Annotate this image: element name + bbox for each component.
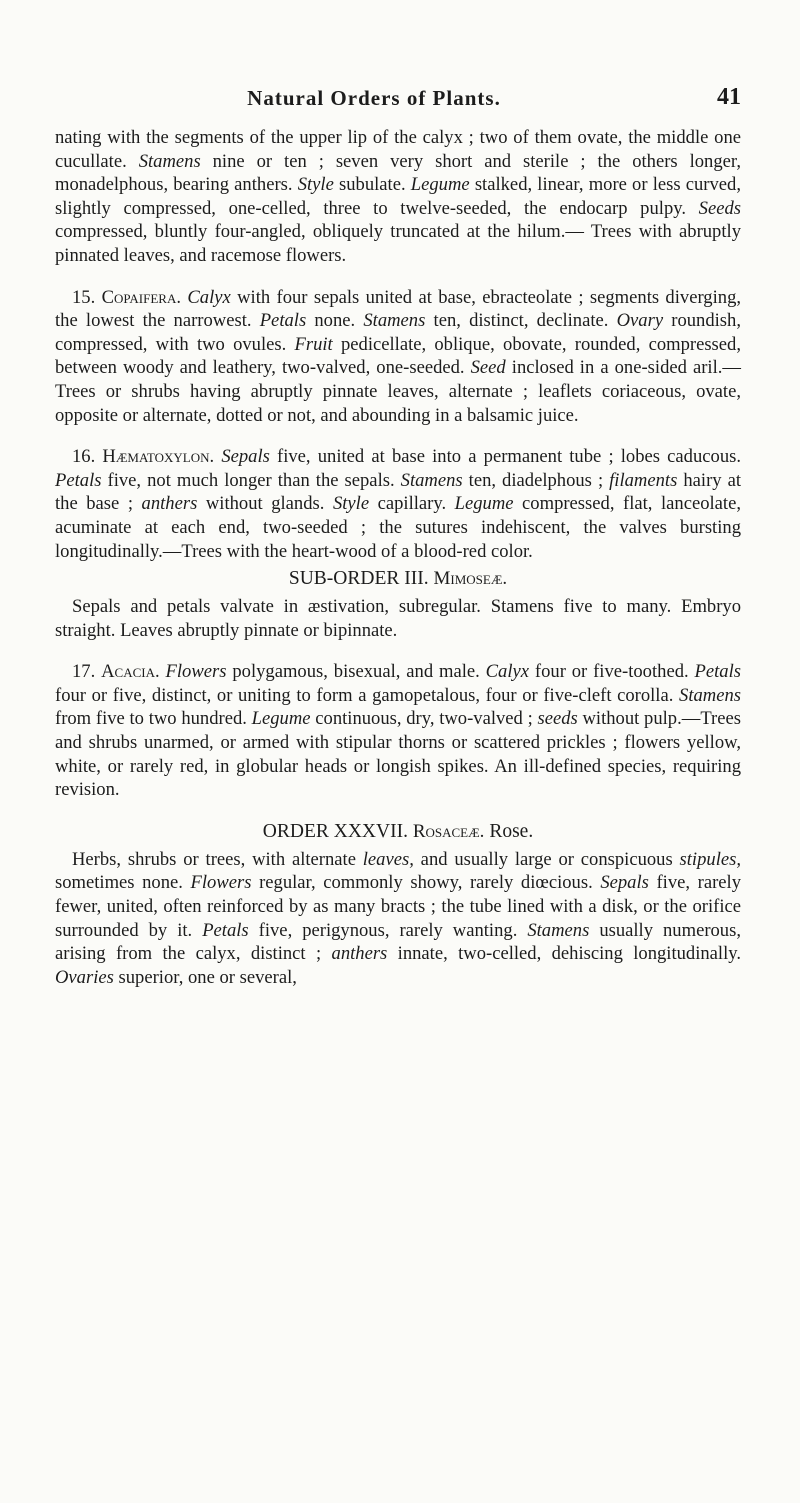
text-run: from five to two hundred. [55, 708, 252, 730]
text-run: 17. [72, 661, 102, 683]
book-page [55, 86, 741, 989]
text-run: compressed, bluntly four-angled, obliquely truncated at the hilum.— Trees with abruptly pinnated leaves, and racemose flowers. [55, 221, 741, 266]
text-run: polygamous, bisexual, and male. [226, 661, 486, 683]
italic-term: leaves, [362, 848, 414, 870]
page-body [55, 126, 741, 989]
text-run: 16. [72, 446, 103, 468]
italic-term: Petals [55, 469, 102, 491]
paragraph-copaifera [55, 286, 741, 428]
italic-term: Flowers [165, 661, 227, 683]
italic-term: Legume [251, 708, 311, 730]
italic-term: Petals [202, 919, 249, 941]
text-run: and usually large or conspicuous [413, 848, 680, 870]
genus-name: Copaifera. [101, 286, 182, 308]
italic-term: Flowers [190, 872, 252, 894]
italic-term: anthers [141, 493, 198, 515]
italic-term: Petals [259, 310, 307, 332]
text-run: five, united at base into a permanent tube ; lobes caducous. [269, 446, 742, 468]
text-run: five, not much longer than the sepals. [101, 469, 401, 491]
order-heading-name: Rosaceæ. [412, 820, 485, 842]
italic-term: Seeds [698, 197, 741, 219]
italic-term: Stamens [138, 150, 201, 172]
order-heading-common: Rose. [484, 820, 534, 842]
text-run: innate, two-celled, dehiscing longitudinally. [387, 943, 741, 965]
italic-term: stipules, [679, 848, 741, 870]
order-heading-label: ORDER XXXVII. [262, 820, 413, 842]
text-run: compressed, flat, lanceolate, acuminate at each end, two-seeded ; the sutures indehiscent, the valves bursting longitudinally.—Trees with the heart-wood of a blood-red color. [55, 493, 741, 562]
text-run: inclosed in a one-sided aril.—Trees or shrubs having abruptly pinnate leaves, alternate ; leaflets coriaceous, ovate, opposite or alternate, dotted or not, and abounding in a balsamic juice. [55, 357, 741, 426]
italic-term: Calyx [187, 286, 231, 308]
paragraph-continued [55, 126, 741, 268]
italic-term: Seed [470, 357, 506, 379]
text-run: with four sepals united at base, ebracteolate ; segments diverging, the lowest the narrowest. [55, 286, 742, 332]
text-run: Sepals and petals valvate in æstivation, subregular. Stamens five to many. Embryo straight. Leaves abruptly pinnate or bipinnate. [55, 596, 741, 641]
text-run: 15. [72, 286, 102, 308]
italic-term: Calyx [485, 661, 530, 683]
text-run: continuous, dry, two-valved ; [310, 708, 538, 730]
text-run: pedicellate, oblique, obovate, rounded, compressed, between woody and leathery, two-valved, one-seeded. [55, 333, 741, 379]
text-run: sometimes none. [55, 872, 191, 894]
text-run: none. [306, 310, 364, 332]
text-run: roundish, compressed, with two ovules. [55, 310, 741, 355]
italic-term: Stamens [363, 310, 426, 332]
text-run: nine or ten ; seven very short and sterile ; the others longer, monadelphous, bearing anthers. [55, 150, 741, 196]
paragraph-rosaceae [55, 848, 741, 990]
text-run: hairy at the base ; [55, 469, 742, 515]
running-header [55, 86, 741, 120]
italic-term: Stamens [400, 469, 463, 491]
italic-term: seeds [537, 708, 578, 730]
genus-name: Hæmatoxylon. [102, 446, 215, 468]
italic-term: Legume [410, 174, 470, 196]
text-run: capillary. [369, 493, 455, 515]
text-run: subulate. [333, 174, 411, 196]
italic-term: Ovaries [55, 966, 114, 988]
text-run: ten, distinct, declinate. [425, 310, 617, 332]
text-run: usually numerous, arising from the calyx, distinct ; [55, 919, 741, 965]
suborder-heading-label: SUB-ORDER III. [288, 568, 434, 590]
order-heading [55, 820, 741, 844]
italic-term: Style [332, 493, 370, 515]
genus-name: Acacia. [101, 661, 160, 683]
italic-term: Stamens [679, 684, 741, 706]
page-number: 41 [717, 84, 741, 110]
suborder-heading [55, 567, 741, 591]
italic-term: filaments [609, 469, 678, 491]
text-run: without pulp.—Trees and shrubs unarmed, or armed with stipular thorns or scattered prickles ; flowers yellow, white, or rarely red, in globular heads or longish spikes. An ill-defined species, requiring revision. [55, 708, 741, 801]
italic-term: Sepals [221, 446, 270, 468]
text-run: five, rarely fewer, united, often reinforced by as many bracts ; the tube lined with a disk, or the orifice surrounded by it. [55, 872, 741, 941]
suborder-heading-name: Mimoseæ. [433, 568, 508, 590]
italic-term: Ovary [616, 310, 664, 332]
text-run: five, perigynous, rarely wanting. [248, 919, 528, 941]
text-run: superior, one or several, [113, 966, 297, 988]
running-title: Natural Orders of Plants. [247, 86, 501, 110]
paragraph-mimoseae [55, 595, 741, 642]
paragraph-haematoxylon [55, 445, 741, 563]
text-run: regular, commonly showy, rarely diœcious. [251, 872, 601, 894]
italic-term: Fruit [294, 333, 333, 355]
italic-term: Legume [454, 493, 514, 515]
text-run: four or five-toothed. [529, 661, 695, 683]
text-run: stalked, linear, more or less curved, slightly compressed, one-celled, three to twelve-seeded, the endocarp pulpy. [55, 174, 741, 219]
text-run: four or five, distinct, or uniting to form a gamopetalous, four or five-cleft corolla. [55, 684, 680, 706]
text-run: without glands. [197, 493, 333, 515]
italic-term: Sepals [600, 872, 649, 894]
text-run: ten, diadelphous ; [462, 469, 610, 491]
paragraph-acacia [55, 660, 741, 802]
italic-term: Stamens [527, 919, 590, 941]
italic-term: Petals [694, 661, 741, 683]
text-run: nating with the segments of the upper lip of the calyx ; two of them ovate, the middle one cucullate. [55, 127, 741, 172]
text-run: Herbs, shrubs or trees, with alternate [72, 848, 363, 870]
italic-term: anthers [331, 943, 388, 965]
italic-term: Style [297, 174, 334, 196]
